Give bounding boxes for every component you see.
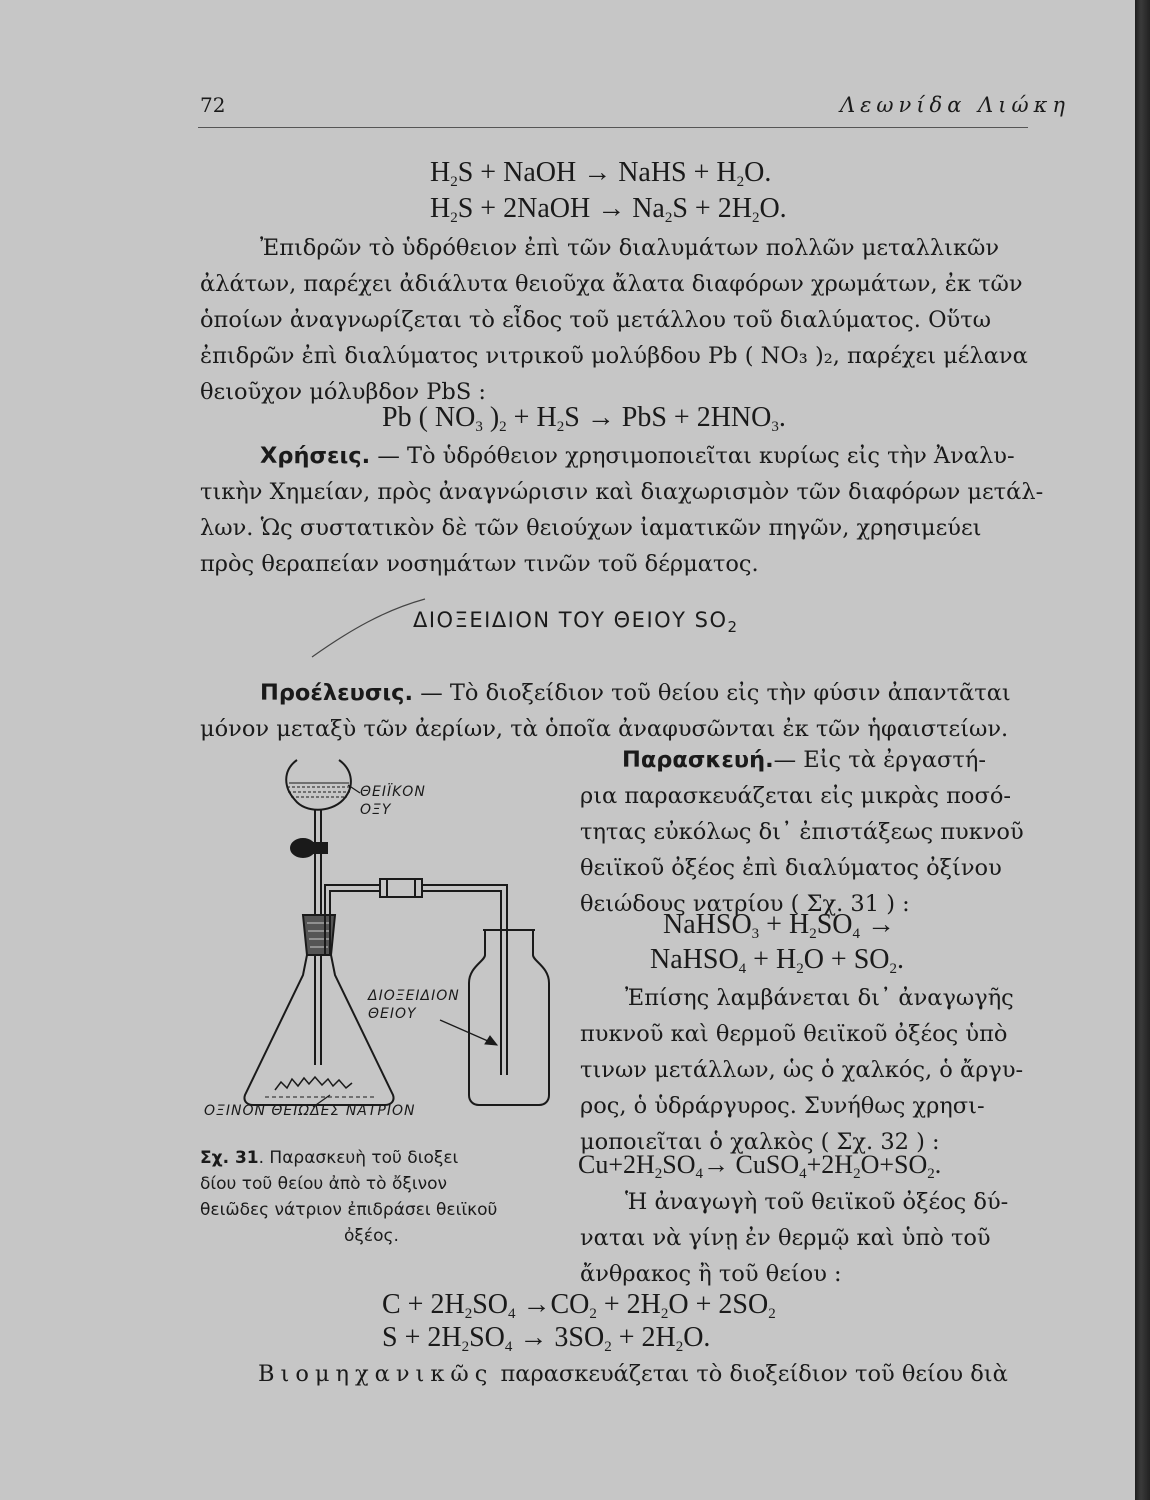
paragraph-line: ναται νὰ γίνῃ ἐν θερμῷ καὶ ὑπὸ τοῦ bbox=[580, 1225, 991, 1251]
paragraph-line: τινων μετάλλων, ὡς ὁ χαλκός, ὁ ἄργυ- bbox=[580, 1057, 1024, 1083]
figure-caption-line: δίου τοῦ θείου ἀπὸ τὸ ὄξινον bbox=[200, 1174, 447, 1194]
paragraph-line: λων. Ὡς συστατικὸν δὲ τῶν θειούχων ἰαματικῶν πηγῶν, χρησιμεύει bbox=[200, 515, 982, 541]
paragraph-line: ρια παρασκευάζεται εἰς μικρὰς ποσό- bbox=[580, 783, 1011, 809]
formula-h2s-naoh: $H_2S$ + NaOH → NaHS + $H_2O$. bbox=[430, 157, 772, 190]
paragraph-line: ρος, ὁ ὑδράργυρος. Συνήθως χρησι- bbox=[580, 1093, 985, 1119]
preparation-heading: Παρασκευή. bbox=[622, 747, 774, 773]
formula-lead-nitrate: Pb ( $NO_3$ )$_2 + H_2S$ → PbS + $2HNO_3$. bbox=[382, 402, 786, 435]
origin-heading: Προέλευσις. bbox=[260, 680, 414, 706]
label-sulfur-dioxide: ΔΙΟΞΕΙΔΙΟΝ bbox=[368, 988, 460, 1004]
origin-line bbox=[260, 675, 1011, 711]
paragraph-line: ἀλάτων, παρέχει ἀδιάλυτα θειοῦχα ἄλατα διαφόρων χρωμάτων, ἐκ τῶν bbox=[200, 271, 1023, 297]
paragraph-line: θειοῦχον μόλυβδον PbS : bbox=[200, 379, 486, 405]
formula-carbon: $C + 2H_2SO_4 \to CO_2 + 2H_2O + 2SO_2$ bbox=[382, 1289, 776, 1322]
label-sulfuric-acid-2: ΟΞΥ bbox=[360, 802, 392, 818]
page-number: 72 bbox=[200, 93, 226, 117]
formula-h2s-2naoh: $H_2S$ + 2NaOH → $Na_2S + 2H_2O$. bbox=[430, 193, 787, 226]
book-binding-edge bbox=[1135, 0, 1150, 1500]
header-rule bbox=[198, 127, 1028, 128]
origin-first-text: — Τὸ διοξείδιον τοῦ θείου εἰς τὴν φύσιν ἀπαντᾶται bbox=[413, 680, 1011, 706]
figure-caption-line: ὀξέος. bbox=[344, 1226, 399, 1246]
paragraph-line: θειώδους νατρίου ( Σχ. 31 ) : bbox=[580, 891, 910, 917]
running-header-author: Λεωνίδα Λιώκη bbox=[840, 93, 1070, 117]
formula-sulfur: $S + 2H_2SO_4 \to 3SO_2 + 2H_2O$. bbox=[382, 1322, 711, 1355]
apparatus-figure bbox=[235, 745, 570, 1130]
pencil-stroke bbox=[310, 595, 430, 665]
preparation-line bbox=[622, 742, 986, 778]
formula-copper: $Cu+2H_2SO_4\to$ $CuSO_4+2H_2O+SO_2$. bbox=[578, 1150, 942, 1182]
figure-number: Σχ. 31 bbox=[200, 1148, 259, 1168]
uses-line bbox=[260, 438, 1015, 474]
paragraph-line: ἄνθρακος ἢ τοῦ θείου : bbox=[580, 1261, 842, 1287]
paragraph-line: τητας εὐκόλως δι᾽ ἐπιστάξεως πυκνοῦ bbox=[580, 819, 1024, 845]
label-sulfuric-acid: ΘΕΙΪΚΟΝ bbox=[360, 784, 426, 800]
paragraph-line: ὁποίων ἀναγνωρίζεται τὸ εἶδος τοῦ μετάλλου τοῦ διαλύματος. Οὕτω bbox=[200, 307, 992, 333]
uses-first-text: — Τὸ ὑδρόθειον χρησιμοποιεῖται κυρίως εἰς τὴν Ἀναλυ- bbox=[370, 443, 1015, 469]
paragraph-line: πρὸς θεραπείαν νοσημάτων τινῶν τοῦ δέρματος. bbox=[200, 551, 759, 577]
paragraph-line: Ἐπίσης λαμβάνεται δι᾽ ἀναγωγῆς bbox=[625, 985, 1014, 1011]
figure-caption-line: Σχ. 31. Παρασκευὴ τοῦ διοξει bbox=[200, 1148, 459, 1168]
formula-nahso3: NaHSO$_3$ + $H_2SO_4$ → bbox=[663, 909, 895, 942]
figure-caption-line: θειῶδες νάτριον ἐπιδράσει θειϊκοῦ bbox=[200, 1200, 498, 1220]
section-title: ΔΙΟΞΕΙΔΙΟΝ ΤΟΥ ΘΕΙΟΥ $SO_2$ bbox=[413, 608, 739, 636]
paragraph-line: Ἡ ἀναγωγὴ τοῦ θειϊκοῦ ὀξέος δύ- bbox=[625, 1189, 1009, 1215]
label-sodium-bisulfite: ΟΞΙΝΟΝ ΘΕΙΩΔΕΣ ΝΑΤΡΙΟΝ bbox=[204, 1103, 416, 1119]
paragraph-line: μόνον μεταξὺ τῶν ἀερίων, τὰ ὁποῖα ἀναφυσῶνται ἐκ τῶν ἡφαιστείων. bbox=[200, 716, 1009, 742]
preparation-first-text: — Εἰς τὰ ἐργαστή- bbox=[773, 747, 986, 773]
paragraph-line: πυκνοῦ καὶ θερμοῦ θειϊκοῦ ὀξέος ὑπὸ bbox=[580, 1021, 1008, 1047]
spaced-word: Βιομηχανικῶς bbox=[258, 1361, 494, 1387]
paragraph-line: θειϊκοῦ ὀξέος ἐπὶ διαλύματος ὀξίνου bbox=[580, 855, 1002, 881]
last-line: Βιομηχανικῶς παρασκευάζεται τὸ διοξείδιον τοῦ θείου διὰ bbox=[258, 1361, 1008, 1387]
paragraph-line: ἐπιδρῶν ἐπὶ διαλύματος νιτρικοῦ μολύβδου Pb ( NO₃ )₂, παρέχει μέλανα bbox=[200, 343, 1028, 369]
formula-nahso4: NaHSO$_4$ + $H_2O + SO_2$. bbox=[650, 944, 904, 977]
paragraph-line: τικὴν Χημείαν, πρὸς ἀναγνώρισιν καὶ διαχωρισμὸν τῶν διαφόρων μετάλ- bbox=[200, 479, 1044, 505]
uses-heading: Χρήσεις. bbox=[260, 443, 371, 469]
paragraph-line: Ἐπιδρῶν τὸ ὑδρόθειον ἐπὶ τῶν διαλυμάτων πολλῶν μεταλλικῶν bbox=[260, 235, 1000, 261]
label-sulfur-dioxide-2: ΘΕΙΟΥ bbox=[368, 1006, 417, 1022]
paragraph-line: μοποιεῖται ὁ χαλκὸς ( Σχ. 32 ) : bbox=[580, 1129, 940, 1155]
